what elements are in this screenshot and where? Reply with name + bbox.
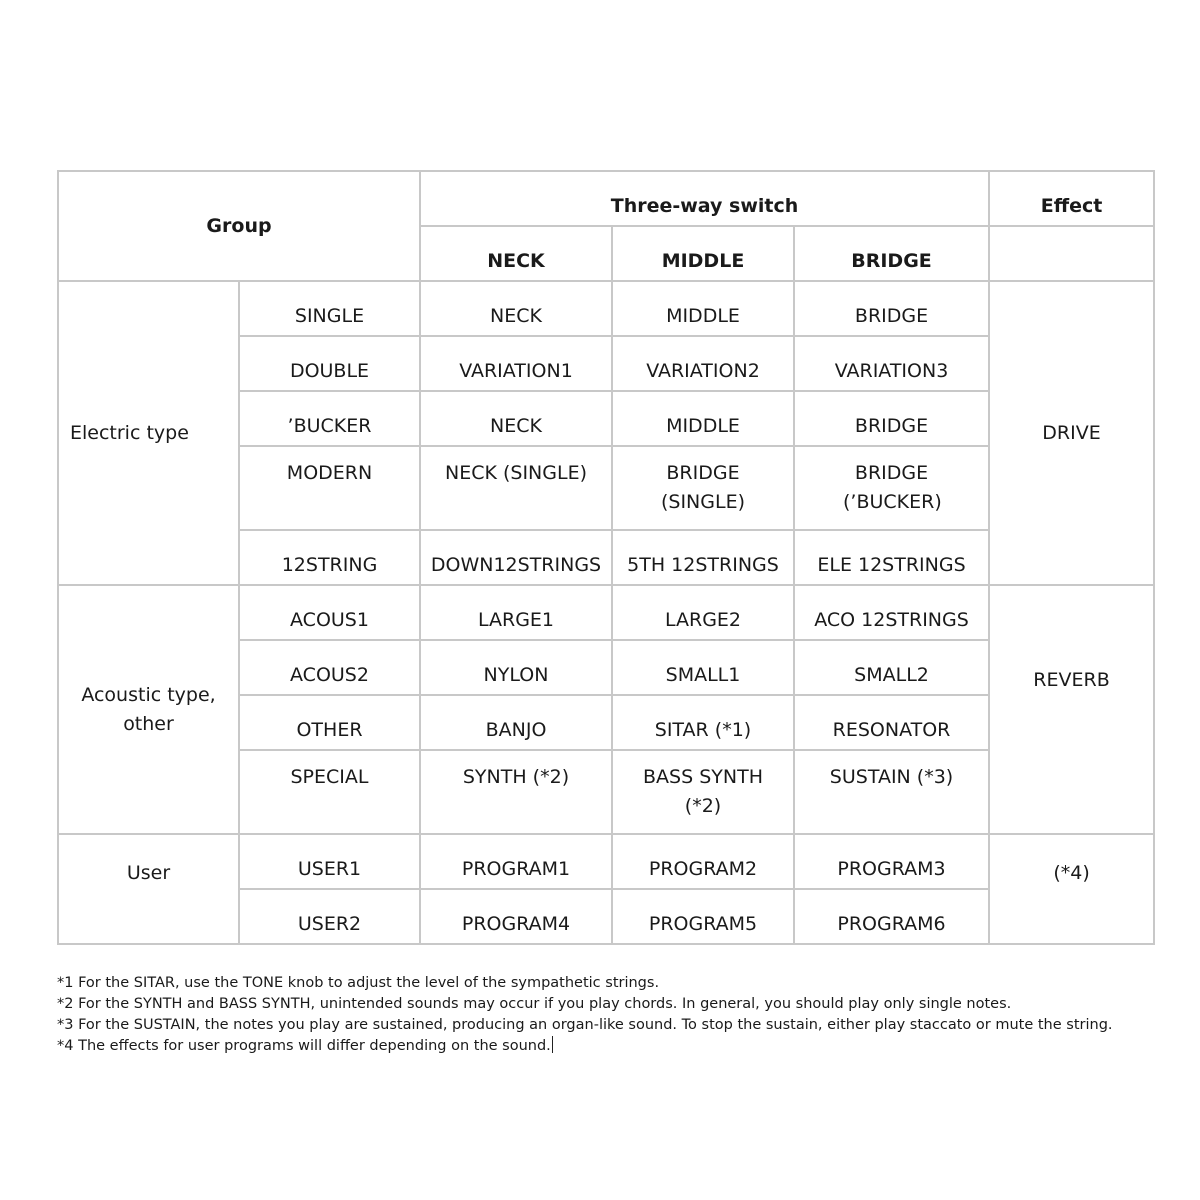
middle-value: PROGRAM5: [612, 889, 794, 944]
patch-name: DOUBLE: [239, 336, 420, 391]
header-neck: NECK: [420, 226, 612, 281]
middle-value: 5TH 12STRINGS: [612, 530, 794, 585]
neck-value: LARGE1: [420, 585, 612, 640]
footnote-3: *3 For the SUSTAIN, the notes you play are sustained, producing an organ-like sound. To stop the sustain, either play staccato or mute the string.: [57, 1017, 1113, 1033]
neck-value: BANJO: [420, 695, 612, 750]
patch-name: 12STRING: [239, 530, 420, 585]
neck-value: DOWN12STRINGS: [420, 530, 612, 585]
patch-name: SPECIAL: [239, 750, 420, 834]
group-user: User: [58, 834, 239, 944]
neck-value: VARIATION1: [420, 336, 612, 391]
bridge-value: BRIDGE: [794, 391, 989, 446]
middle-value: LARGE2: [612, 585, 794, 640]
patch-name: ’BUCKER: [239, 391, 420, 446]
middle-value: MIDDLE: [612, 281, 794, 336]
bridge-value: ELE 12STRINGS: [794, 530, 989, 585]
patch-name: USER1: [239, 834, 420, 889]
group-acoustic: Acoustic type, other: [58, 585, 239, 834]
bridge-value: BRIDGE: [794, 281, 989, 336]
effect-acoustic: REVERB: [989, 585, 1154, 834]
patch-name: USER2: [239, 889, 420, 944]
effect-electric: DRIVE: [989, 281, 1154, 585]
neck-value: PROGRAM1: [420, 834, 612, 889]
header-effect: Effect: [989, 171, 1154, 226]
patch-name: ACOUS2: [239, 640, 420, 695]
neck-value: NYLON: [420, 640, 612, 695]
footnote-4: *4 The effects for user programs will differ depending on the sound.: [57, 1038, 551, 1054]
bridge-value: PROGRAM3: [794, 834, 989, 889]
neck-value: PROGRAM4: [420, 889, 612, 944]
header-group: Group: [58, 171, 420, 281]
patch-name: SINGLE: [239, 281, 420, 336]
middle-value: SITAR (*1): [612, 695, 794, 750]
neck-value: SYNTH (*2): [420, 750, 612, 834]
header-middle: MIDDLE: [612, 226, 794, 281]
bridge-value: BRIDGE (’BUCKER): [794, 446, 989, 530]
text-cursor: [552, 1036, 553, 1053]
neck-value: NECK (SINGLE): [420, 446, 612, 530]
bridge-value: PROGRAM6: [794, 889, 989, 944]
header-effect-blank: [989, 226, 1154, 281]
bridge-value: RESONATOR: [794, 695, 989, 750]
patch-table: [57, 170, 1155, 945]
middle-value: BASS SYNTH (*2): [612, 750, 794, 834]
middle-value: VARIATION2: [612, 336, 794, 391]
footnote-2: *2 For the SYNTH and BASS SYNTH, unintended sounds may occur if you play chords. In general, you should play only single notes.: [57, 996, 1012, 1012]
middle-value: PROGRAM2: [612, 834, 794, 889]
header-three-way-switch: Three-way switch: [420, 171, 989, 226]
header-bridge: BRIDGE: [794, 226, 989, 281]
table-row: [58, 281, 1154, 336]
middle-value: MIDDLE: [612, 391, 794, 446]
patch-name: MODERN: [239, 446, 420, 530]
neck-value: NECK: [420, 391, 612, 446]
effect-user: (*4): [989, 834, 1154, 944]
bridge-value: SMALL2: [794, 640, 989, 695]
middle-value: BRIDGE (SINGLE): [612, 446, 794, 530]
group-electric: Electric type: [58, 281, 239, 585]
footnotes: [57, 973, 1157, 1057]
patch-name: ACOUS1: [239, 585, 420, 640]
table-row: [58, 585, 1154, 640]
middle-value: SMALL1: [612, 640, 794, 695]
patch-name: OTHER: [239, 695, 420, 750]
bridge-value: VARIATION3: [794, 336, 989, 391]
bridge-value: ACO 12STRINGS: [794, 585, 989, 640]
footnote-1: *1 For the SITAR, use the TONE knob to adjust the level of the sympathetic strings.: [57, 975, 660, 991]
table-row: [58, 834, 1154, 889]
neck-value: NECK: [420, 281, 612, 336]
bridge-value: SUSTAIN (*3): [794, 750, 989, 834]
